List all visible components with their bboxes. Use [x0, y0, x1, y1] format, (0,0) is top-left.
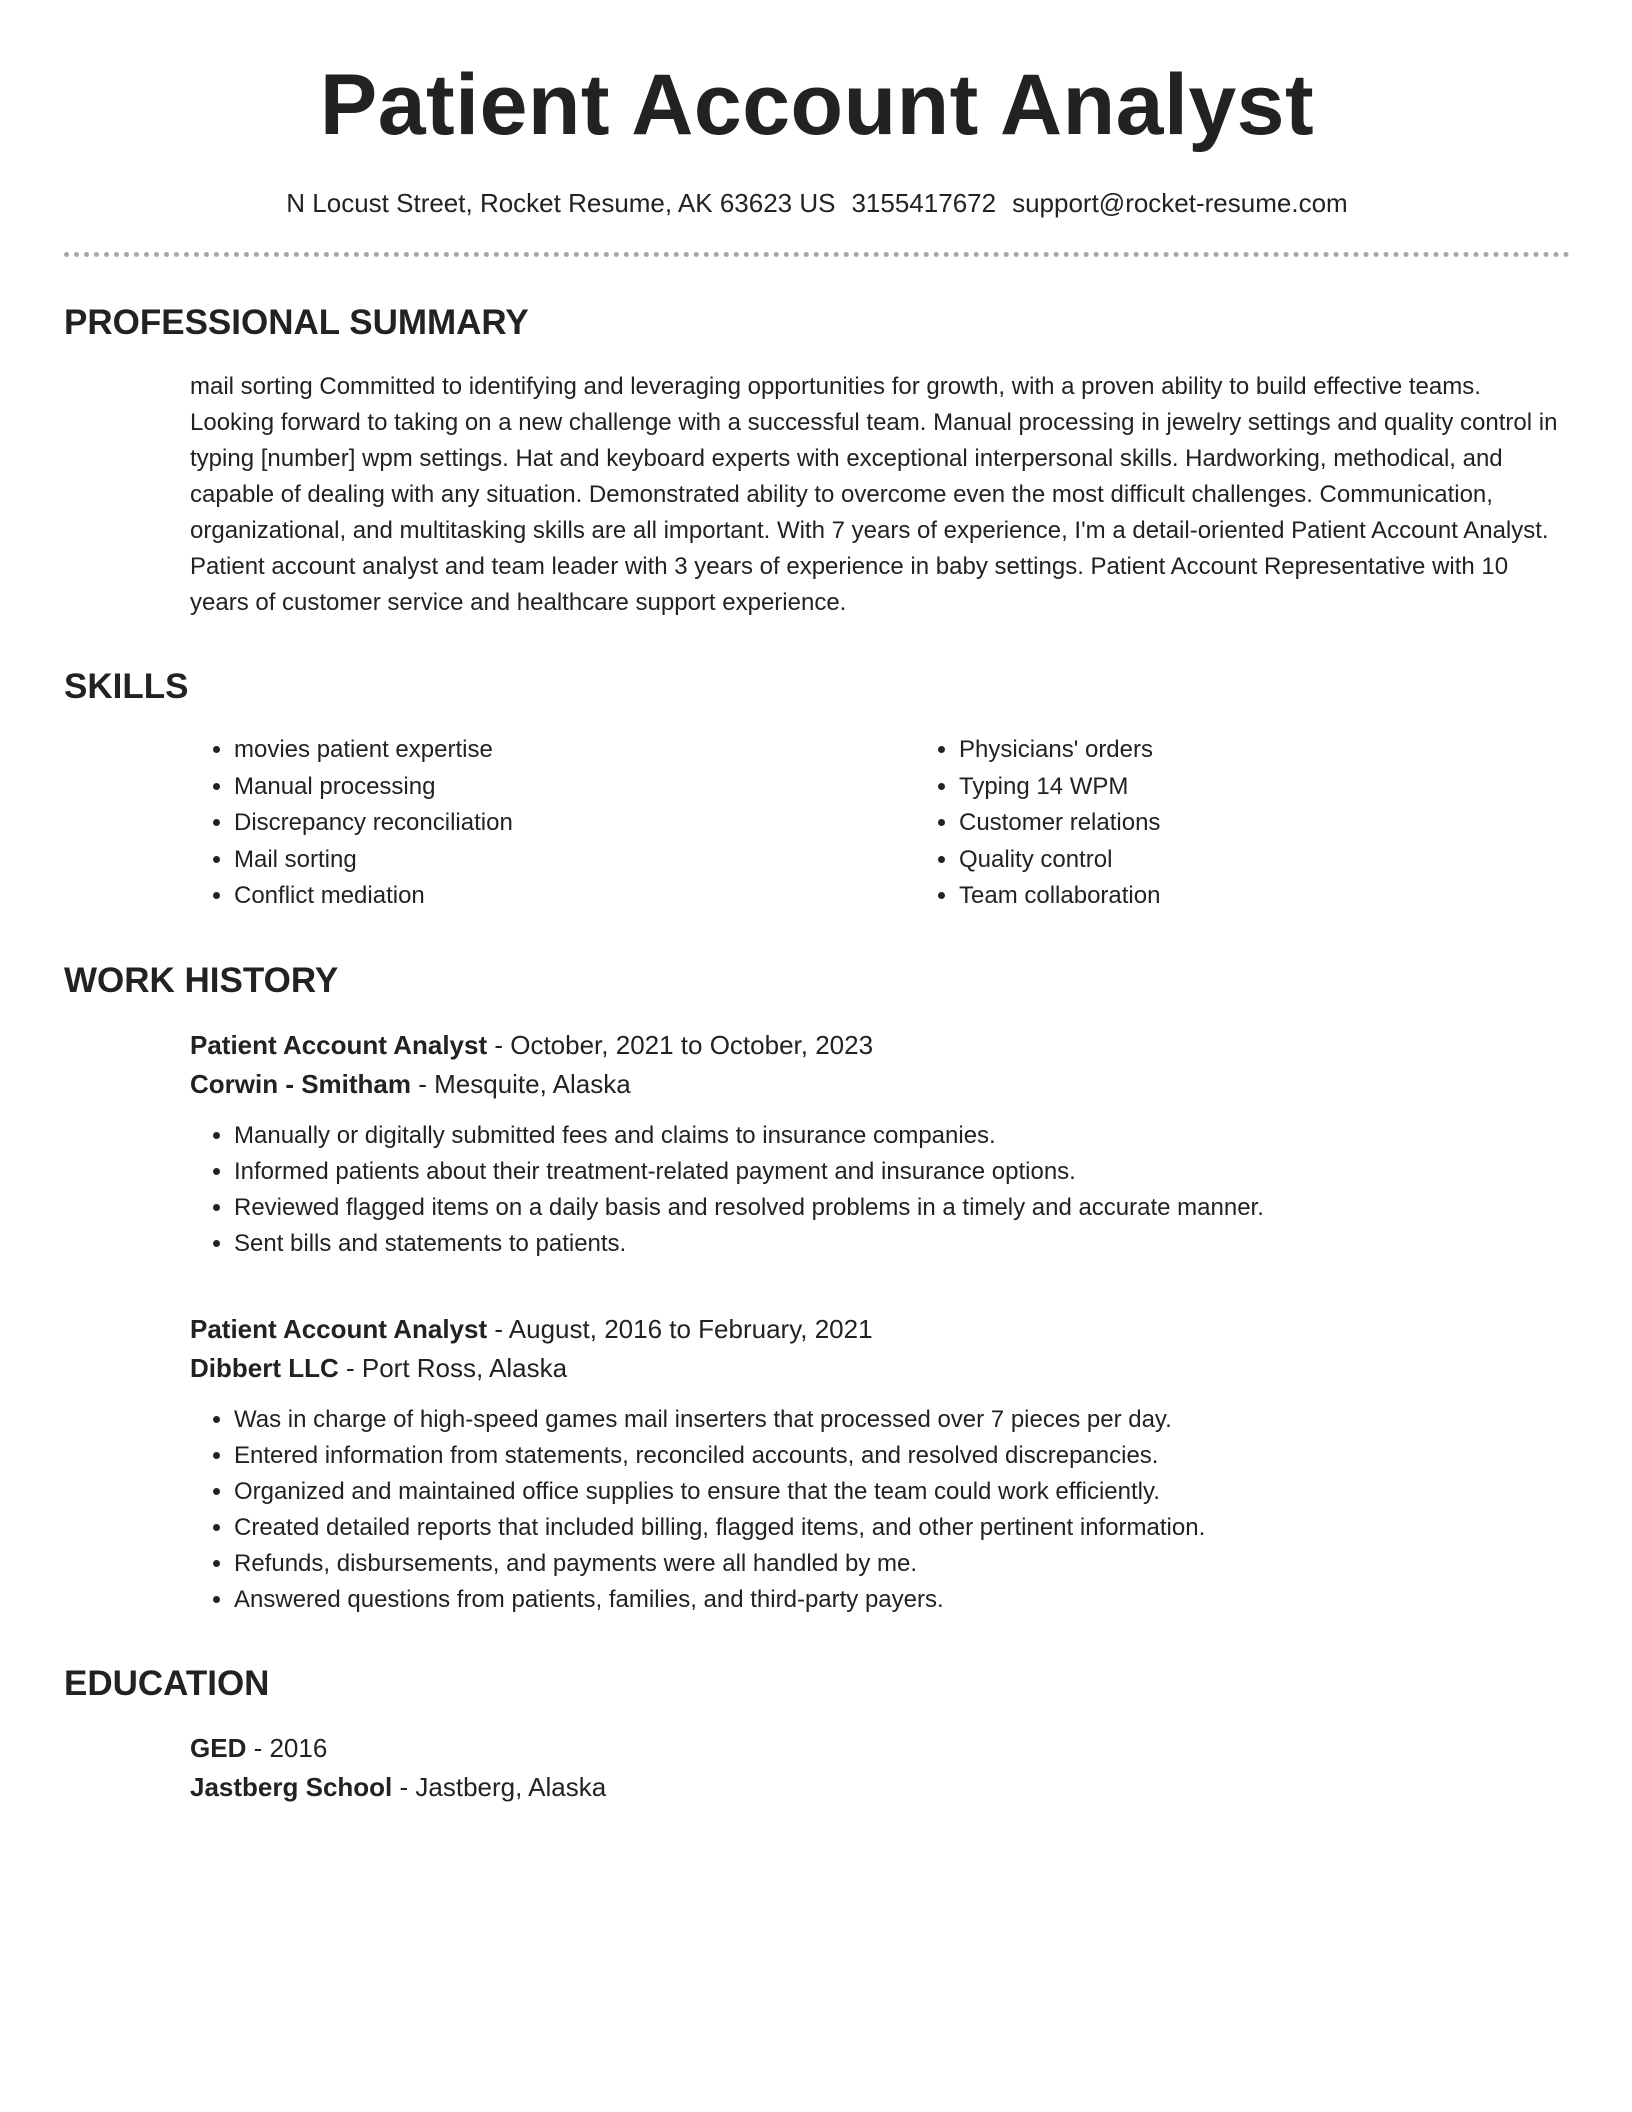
job-location: - Mesquite, Alaska	[411, 1068, 631, 1099]
job-entry	[190, 1310, 1570, 1618]
job-entry	[190, 1026, 1570, 1262]
work-history-heading: WORK HISTORY	[64, 960, 339, 1000]
job-title-line	[190, 1310, 1570, 1349]
skill-item: • Customer relations	[959, 805, 1160, 842]
education-degree: GED	[190, 1732, 247, 1763]
education-entry	[190, 1729, 1570, 1807]
skill-item: • Physicians' orders	[959, 732, 1160, 769]
job-bullet: • Informed patients about their treatment-related payment and insurance options.	[234, 1154, 1570, 1190]
job-bullet: • Organized and maintained office supplies to ensure that the team could work efficiently.	[234, 1474, 1570, 1510]
job-title-line	[190, 1026, 1570, 1065]
skills-column-right	[915, 732, 1160, 915]
job-bullet: • Was in charge of high-speed games mail inserters that processed over 7 pieces per day.	[234, 1402, 1570, 1438]
summary-heading: PROFESSIONAL SUMMARY	[64, 303, 529, 342]
skills-heading: SKILLS	[64, 667, 189, 706]
job-bullet: • Created detailed reports that included billing, flagged items, and other pertinent information.	[234, 1510, 1570, 1546]
job-bullet: • Reviewed flagged items on a daily basis and resolved problems in a timely and accurate manner.	[234, 1190, 1570, 1226]
job-company-line	[190, 1349, 1570, 1388]
education-heading: EDUCATION	[64, 1663, 270, 1703]
contact-line	[64, 186, 1570, 220]
contact-phone: 3155417672	[851, 188, 997, 218]
header-divider	[64, 252, 1570, 257]
job-company: Dibbert LLC	[190, 1352, 339, 1383]
education-degree-line	[190, 1729, 1570, 1768]
education-school-line	[190, 1768, 1570, 1807]
job-bullet: • Entered information from statements, reconciled accounts, and resolved discrepancies.	[234, 1438, 1570, 1474]
job-bullets	[190, 1402, 1570, 1618]
job-company-line	[190, 1065, 1570, 1104]
job-bullet: • Refunds, disbursements, and payments were all handled by me.	[234, 1546, 1570, 1582]
job-company: Corwin - Smitham	[190, 1068, 412, 1099]
job-bullet: • Manually or digitally submitted fees and claims to insurance companies.	[234, 1118, 1570, 1154]
education-location: - Jastberg, Alaska	[392, 1771, 607, 1802]
skill-item: • Team collaboration	[959, 878, 1160, 915]
job-dates: - October, 2021 to October, 2023	[487, 1029, 874, 1060]
skill-item: • Typing 14 WPM	[959, 769, 1160, 806]
job-title: Patient Account Analyst	[190, 1029, 488, 1060]
job-title: Patient Account Analyst	[190, 1313, 488, 1344]
skill-item: • Quality control	[959, 842, 1160, 879]
job-location: - Port Ross, Alaska	[338, 1352, 568, 1383]
education-year: - 2016	[246, 1732, 328, 1763]
summary-text: mail sorting Committed to identifying and leveraging opportunities for growth, with a proven ability to build effective teams. Looking forward to taking on a new challenge with a successful team. Manual processing in jewelry settings and quality control in typing [number] wpm settings. Hat and keyboard experts with exceptional interpersonal skills. Hardworking, methodical, and capable of dealing with any situation. Demonstrated ability to overcome even the most difficult challenges. Communication, organizational, and multitasking skills are all important. With 7 years of experience, I'm a detail-oriented Patient Account Analyst. Patient account analyst and team leader with 3 years of experience in baby settings. Patient Account Representative with 10 years of customer service and healthcare support experience.	[190, 373, 1558, 616]
education-school: Jastberg School	[190, 1771, 393, 1802]
skill-item: • Conflict mediation	[234, 878, 915, 915]
skills-section	[64, 665, 1570, 915]
job-bullet: • Answered questions from patients, families, and third-party payers.	[234, 1582, 1570, 1618]
education-section	[64, 1662, 1570, 1807]
summary-section	[64, 301, 1570, 621]
summary-body	[190, 369, 1570, 621]
skill-item: • Manual processing	[234, 769, 915, 806]
job-bullet: • Sent bills and statements to patients.	[234, 1226, 1570, 1262]
job-bullets	[190, 1118, 1570, 1262]
job-dates: - August, 2016 to February, 2021	[487, 1313, 873, 1344]
candidate-name: Patient Account Analyst	[319, 57, 1315, 153]
skill-item: • Mail sorting	[234, 842, 915, 879]
work-history-section	[64, 959, 1570, 1618]
skill-item: • Discrepancy reconciliation	[234, 805, 915, 842]
skills-column-left	[190, 732, 915, 915]
skill-item: • movies patient expertise	[234, 732, 915, 769]
skills-grid	[190, 732, 1570, 915]
contact-email: support@rocket-resume.com	[1012, 188, 1348, 218]
contact-address: N Locust Street, Rocket Resume, AK 63623 US	[286, 188, 836, 218]
